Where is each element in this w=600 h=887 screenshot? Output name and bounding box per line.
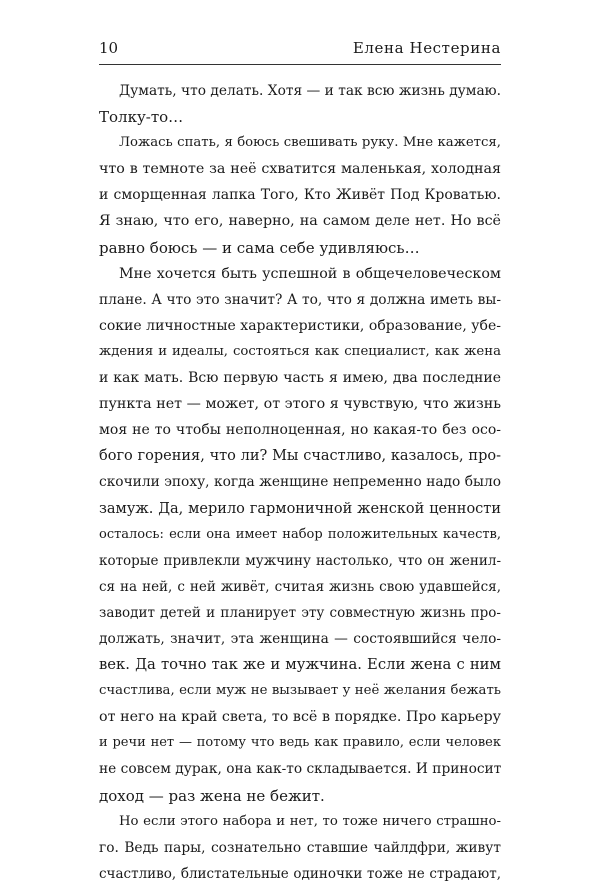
text-line: которые привлекли мужчину настолько, что он женил- [99, 552, 501, 569]
text-line: моя не то чтобы неполноценная, но какая-то без осо- [99, 422, 501, 439]
text-line: счастливо, блистательные одиночки тоже не страдают, [99, 865, 501, 882]
text-line: пункта нет — может, от этого я чувствую, что жизнь [99, 396, 501, 413]
text-line: замуж. Да, мерило гармоничной женской ценности [99, 500, 501, 517]
text-line: скочили эпоху, когда женщине непременно надо было [99, 474, 501, 491]
text-line: сокие личностные характеристики, образование, убе- [99, 317, 501, 334]
text-line: Толку-то… [99, 108, 184, 127]
text-line: Я знаю, что его, наверно, на самом деле нет. Но всё [99, 213, 501, 230]
text-line: плане. А что это значит? А то, что я должна иметь вы- [99, 291, 501, 308]
text-line: от него на край света, то всё в порядке. Про карьеру [99, 709, 501, 726]
text-line: равно боюсь — и сама себе удивляюсь… [99, 238, 420, 257]
text-line: осталось: если она имеет набор положительных качеств, [99, 526, 501, 542]
text-line: ся на ней, с ней живёт, считая жизнь свою удавшейся, [99, 578, 501, 595]
text-line: что в темноте за неё схватится маленькая, холодная [99, 161, 501, 178]
running-head [99, 38, 501, 62]
text-line: и как мать. Всю первую часть я имею, два последние [99, 370, 501, 387]
text-line: заводит детей и планирует эту совместную жизнь про- [99, 604, 501, 621]
text-line: счастлива, если муж не вызывает у неё желания бежать [99, 683, 501, 699]
header-rule [99, 64, 501, 65]
text-line: бого горения, что ли? Мы счастливо, казалось, про- [99, 448, 501, 465]
text-line: не совсем дурак, она как-то складывается. И приносит [99, 761, 502, 778]
text-line: Мне хочется быть успешной в общечеловеческом [119, 265, 501, 282]
text-line: Но если этого набора и нет, то тоже ничего страшно- [119, 813, 501, 829]
text-line: век. Да точно так же и мужчина. Если жена с ним [99, 656, 501, 674]
text-line: и сморщенная лапка Того, Кто Живёт Под Кроватью. [99, 187, 501, 204]
running-head-author: Елена Нестерина [352, 39, 501, 57]
text-line: го. Ведь пары, сознательно ставшие чайлдфри, живут [99, 839, 501, 856]
text-line: доход — раз жена не бежит. [99, 786, 325, 805]
text-line: должать, значит, эта женщина — состоявшийся чело- [99, 630, 501, 647]
text-line: Ложась спать, я боюсь свешивать руку. Мне кажется, [119, 135, 501, 151]
text-line: ждения и идеалы, состояться как специалист, как жена [99, 343, 501, 359]
body-text [99, 78, 501, 887]
text-line: и речи нет — потому что ведь как правило, если человек [99, 735, 501, 751]
page-number: 10 [99, 39, 119, 57]
text-line: Думать, что делать. Хотя — и так всю жизнь думаю. [119, 83, 501, 99]
